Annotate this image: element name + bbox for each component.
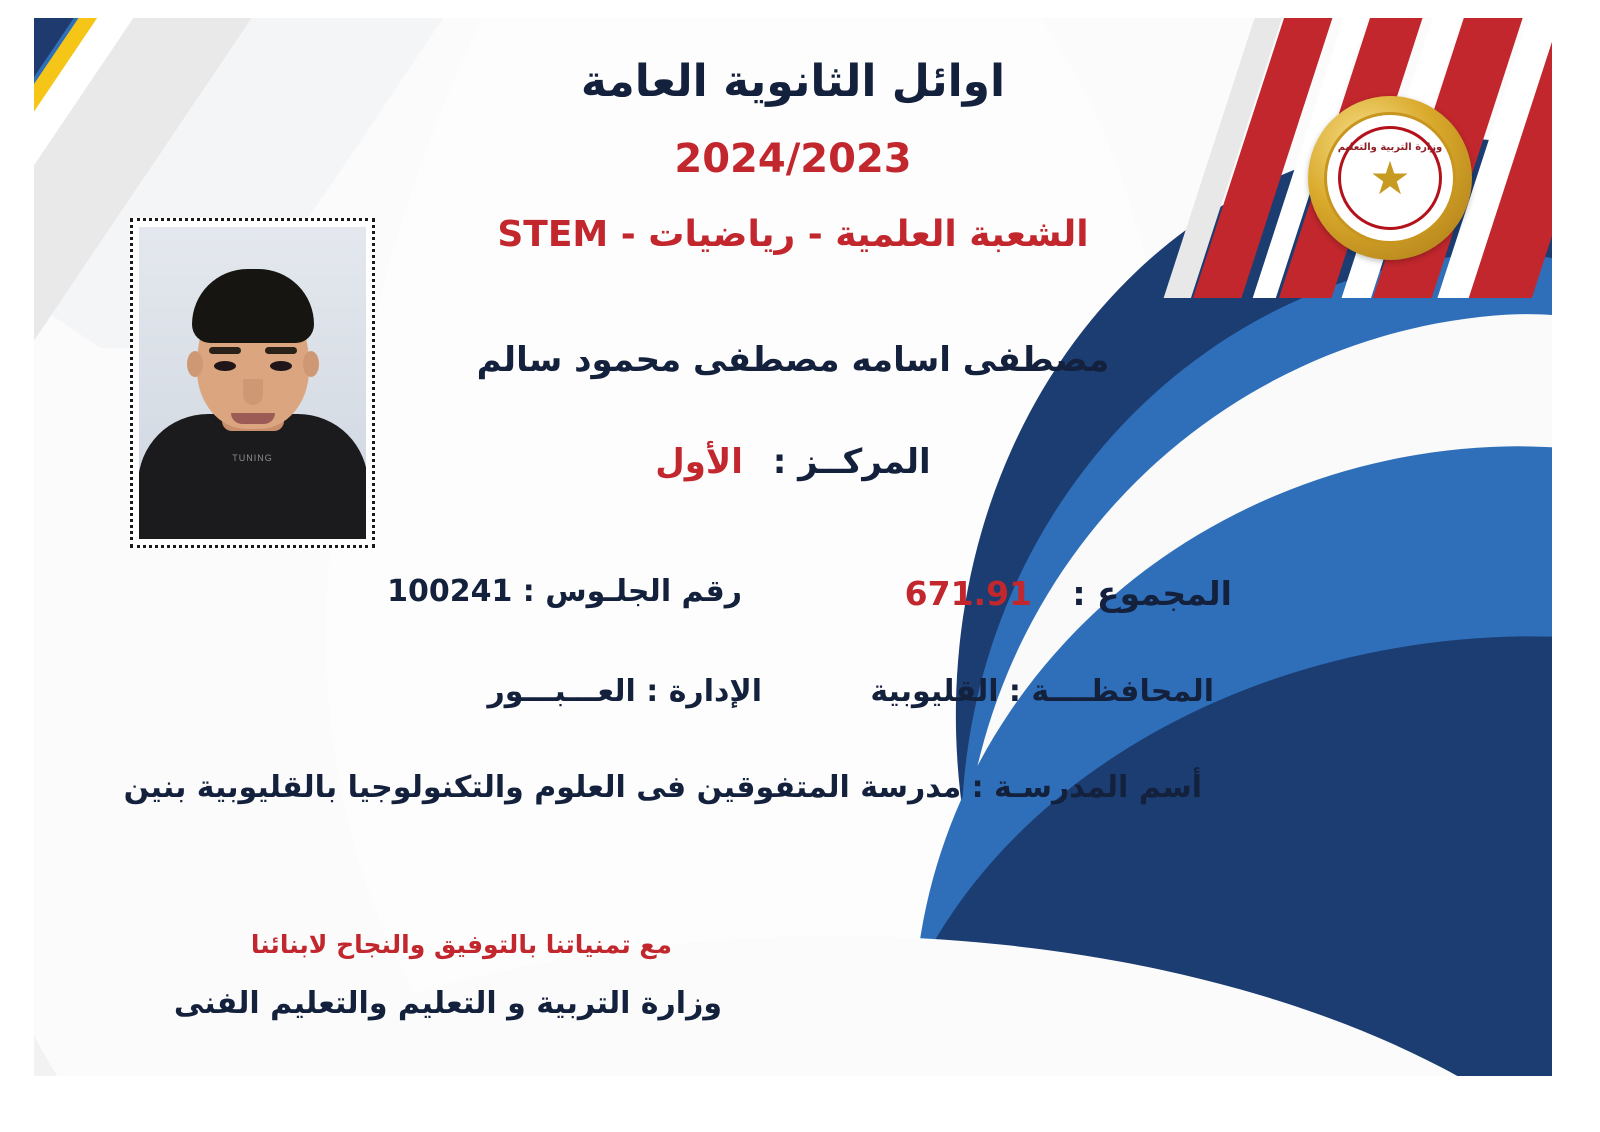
photo-eyebrow-left — [209, 347, 241, 354]
ministry-name: وزارة التربية و التعليم والتعليم الفنى — [173, 986, 722, 1021]
page-title: اوائل الثانوية العامة — [580, 56, 1006, 107]
certificate-content — [34, 18, 1552, 1076]
eagle-emblem-icon: ★ — [1369, 152, 1411, 204]
photo-eyebrow-right — [265, 347, 297, 354]
wishes-text: مع تمنياتنا بالتوفيق والنجاح لابنائنا — [250, 930, 672, 959]
certificate-sheet — [34, 18, 1552, 1076]
ministry-seal — [1308, 96, 1472, 260]
photo-nose — [243, 379, 263, 405]
student-photo-frame — [130, 218, 375, 548]
student-photo — [139, 227, 366, 539]
academic-year: 2024/2023 — [674, 136, 912, 182]
photo-eye-right — [270, 361, 292, 371]
total-value: 671.91 — [904, 574, 1032, 613]
governorate: المحافظــــة : القليوبية — [870, 674, 1214, 709]
hoodie-brand-text: TUNING — [232, 453, 273, 463]
photo-hoodie — [139, 414, 366, 539]
seal-arabic-text: وزارة التربية والتعليم — [1337, 142, 1443, 153]
rank-label: المركــز : — [772, 442, 931, 482]
total-label: المجموع : — [1072, 574, 1232, 613]
photo-eye-left — [214, 361, 236, 371]
student-name: مصطفى اسامه مصطفى محمود سالم — [476, 340, 1110, 380]
school-name: أسم المدرسـة : مدرسة المتفوقين فى العلوم والتكنولوجيا بالقليوبية بنين — [123, 770, 1202, 805]
photo-mouth — [231, 413, 275, 424]
seat-number: رقم الجلـوس : 100241 — [387, 574, 742, 609]
photo-ear-left — [187, 351, 203, 377]
administration: الإدارة : العـــبـــور — [487, 674, 762, 709]
study-track: الشعبة العلمية - رياضيات - STEM — [497, 214, 1089, 255]
photo-ear-right — [303, 351, 319, 377]
rank-value: الأول — [655, 442, 743, 482]
